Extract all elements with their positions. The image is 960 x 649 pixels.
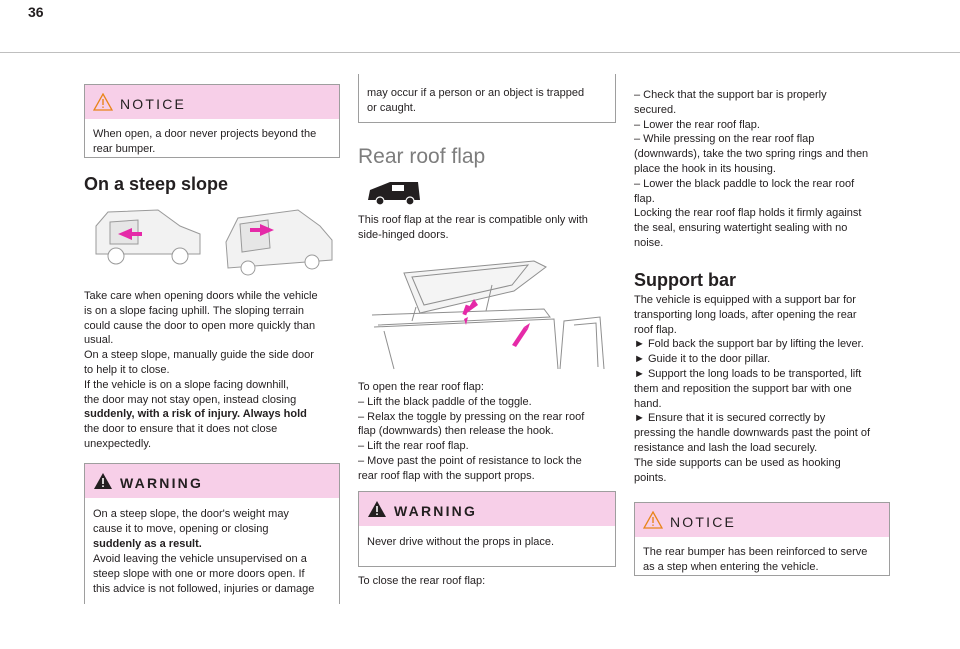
text-line: as a step when entering the vehicle. (643, 561, 819, 573)
text-line: them and reposition the support bar with one (634, 382, 852, 395)
warning-title: WARNING (120, 475, 204, 491)
text-line: the door to ensure that it does not close (84, 423, 278, 436)
text-line: The rear bumper has been reinforced to serve (643, 546, 868, 558)
text-line: the seal, ensuring watertight sealing with no (634, 222, 848, 235)
notice-box-1 (84, 84, 340, 158)
text-line: cause it to move, opening or closing (93, 523, 269, 535)
warning-box-2 (358, 491, 616, 567)
text-line: rear roof flap with the support props. (358, 469, 535, 482)
notice-text (85, 119, 339, 163)
text-line: usual. (84, 334, 114, 347)
steep-slope-text (84, 289, 318, 452)
text-line: If the vehicle is on a slope facing downhill, (84, 378, 289, 391)
text-line: suddenly, with a risk of injury. Always hold (84, 408, 307, 421)
text-line: rear bumper. (93, 143, 156, 155)
continuation-text (359, 74, 615, 122)
close-roof-flap-intro: To close the rear roof flap: (358, 575, 486, 587)
text-line: On a steep slope, the door's weight may (93, 508, 289, 520)
text-line: The side supports can be used as hooking (634, 456, 841, 469)
rear-roof-flap-illustration (364, 255, 610, 370)
text-line: Locking the rear roof flap holds it firmly against (634, 207, 862, 220)
text-line: could cause the door to open more quickly than (84, 319, 316, 332)
text-line: – Lift the black paddle of the toggle. (358, 395, 532, 408)
text-line: secured. (634, 103, 677, 116)
text-line: side-hinged doors. (358, 228, 449, 241)
text-line: may occur if a person or an object is trapped (367, 87, 585, 99)
notice-header (635, 503, 889, 537)
warning-text (85, 498, 339, 603)
text-line: ► Guide it to the door pillar. (634, 353, 771, 366)
text-line: – Lift the rear roof flap. (358, 440, 469, 453)
text-line: transporting long loads, after opening the rear (634, 308, 857, 321)
warning-title: WARNING (394, 503, 478, 519)
text-line: or caught. (367, 102, 416, 114)
warning-text (359, 526, 615, 556)
text-line: this advice is not followed, injuries or damage (93, 583, 315, 595)
text-line: pressing the handle downwards past the point of (634, 427, 871, 440)
steep-slope-heading: On a steep slope (84, 174, 229, 194)
close-roof-flap-steps (634, 88, 868, 251)
notice-title: NOTICE (670, 514, 737, 530)
support-bar-text (634, 293, 870, 485)
van-silhouette-icon (366, 180, 422, 206)
text-line: This roof flap at the rear is compatible only with (358, 214, 588, 226)
text-line: – Relax the toggle by pressing on the rear roof (358, 410, 585, 423)
text-line: unexpectedly. (84, 437, 152, 450)
rear-roof-flap-intro (358, 213, 588, 243)
notice-header (85, 85, 339, 119)
rear-roof-flap-heading: Rear roof flap (358, 145, 486, 168)
text-line: steep slope with one or more doors open. If (93, 568, 305, 580)
page-number: 36 (28, 4, 44, 20)
warning-box-1 (84, 463, 340, 604)
text-line: ► Support the long loads to be transported, lift (634, 367, 862, 380)
warning-triangle-icon (93, 472, 113, 490)
notice-box-2 (634, 502, 890, 576)
text-line: – Move past the point of resistance to lock the (358, 454, 582, 467)
text-line: points. (634, 471, 667, 484)
text-line: is on a slope facing uphill. The sloping terrain (84, 304, 304, 317)
text-line: resistance and lash the load securely. (634, 441, 818, 454)
text-line: Take care when opening doors while the vehicle (84, 290, 318, 302)
text-line: – While pressing on the rear roof flap (634, 133, 815, 146)
warning-continuation-box (358, 74, 616, 123)
text-line: The vehicle is equipped with a support bar for (634, 294, 856, 306)
text-line: To open the rear roof flap: (358, 381, 484, 393)
text-line: the door may not stay open, instead closing (84, 393, 297, 406)
support-bar-heading: Support bar (634, 270, 736, 290)
text-line: When open, a door never projects beyond the (93, 128, 317, 140)
warning-header (85, 464, 339, 498)
text-line: – Check that the support bar is properly (634, 89, 827, 101)
text-line: Never drive without the props in place. (367, 536, 555, 548)
text-line: On a steep slope, manually guide the side door (84, 349, 314, 362)
text-line: – Lower the black paddle to lock the rear roof (634, 177, 855, 190)
text-line: suddenly as a result. (93, 538, 202, 550)
notice-triangle-icon (93, 93, 113, 111)
notice-text (635, 537, 889, 581)
warning-header (359, 492, 615, 526)
text-line: – Lower the rear roof flap. (634, 118, 760, 131)
text-line: roof flap. (634, 323, 677, 336)
text-line: flap. (634, 192, 655, 205)
open-roof-flap-text (358, 380, 584, 484)
text-line: Avoid leaving the vehicle unsupervised on a (93, 553, 307, 565)
text-line: ► Fold back the support bar by lifting the lever. (634, 338, 864, 351)
text-line: hand. (634, 397, 662, 410)
text-line: place the hook in its housing. (634, 162, 776, 175)
text-line: (downwards), take the two spring rings and then (634, 148, 869, 161)
notice-title: NOTICE (120, 96, 187, 112)
header-rule (0, 52, 960, 53)
warning-triangle-icon (367, 500, 387, 518)
notice-triangle-icon (643, 511, 663, 529)
steep-slope-illustration (88, 204, 338, 276)
text-line: ► Ensure that it is secured correctly by (634, 412, 826, 425)
text-line: to help it to close. (84, 363, 170, 376)
text-line: noise. (634, 236, 664, 249)
text-line: flap (downwards) then release the hook. (358, 425, 554, 438)
